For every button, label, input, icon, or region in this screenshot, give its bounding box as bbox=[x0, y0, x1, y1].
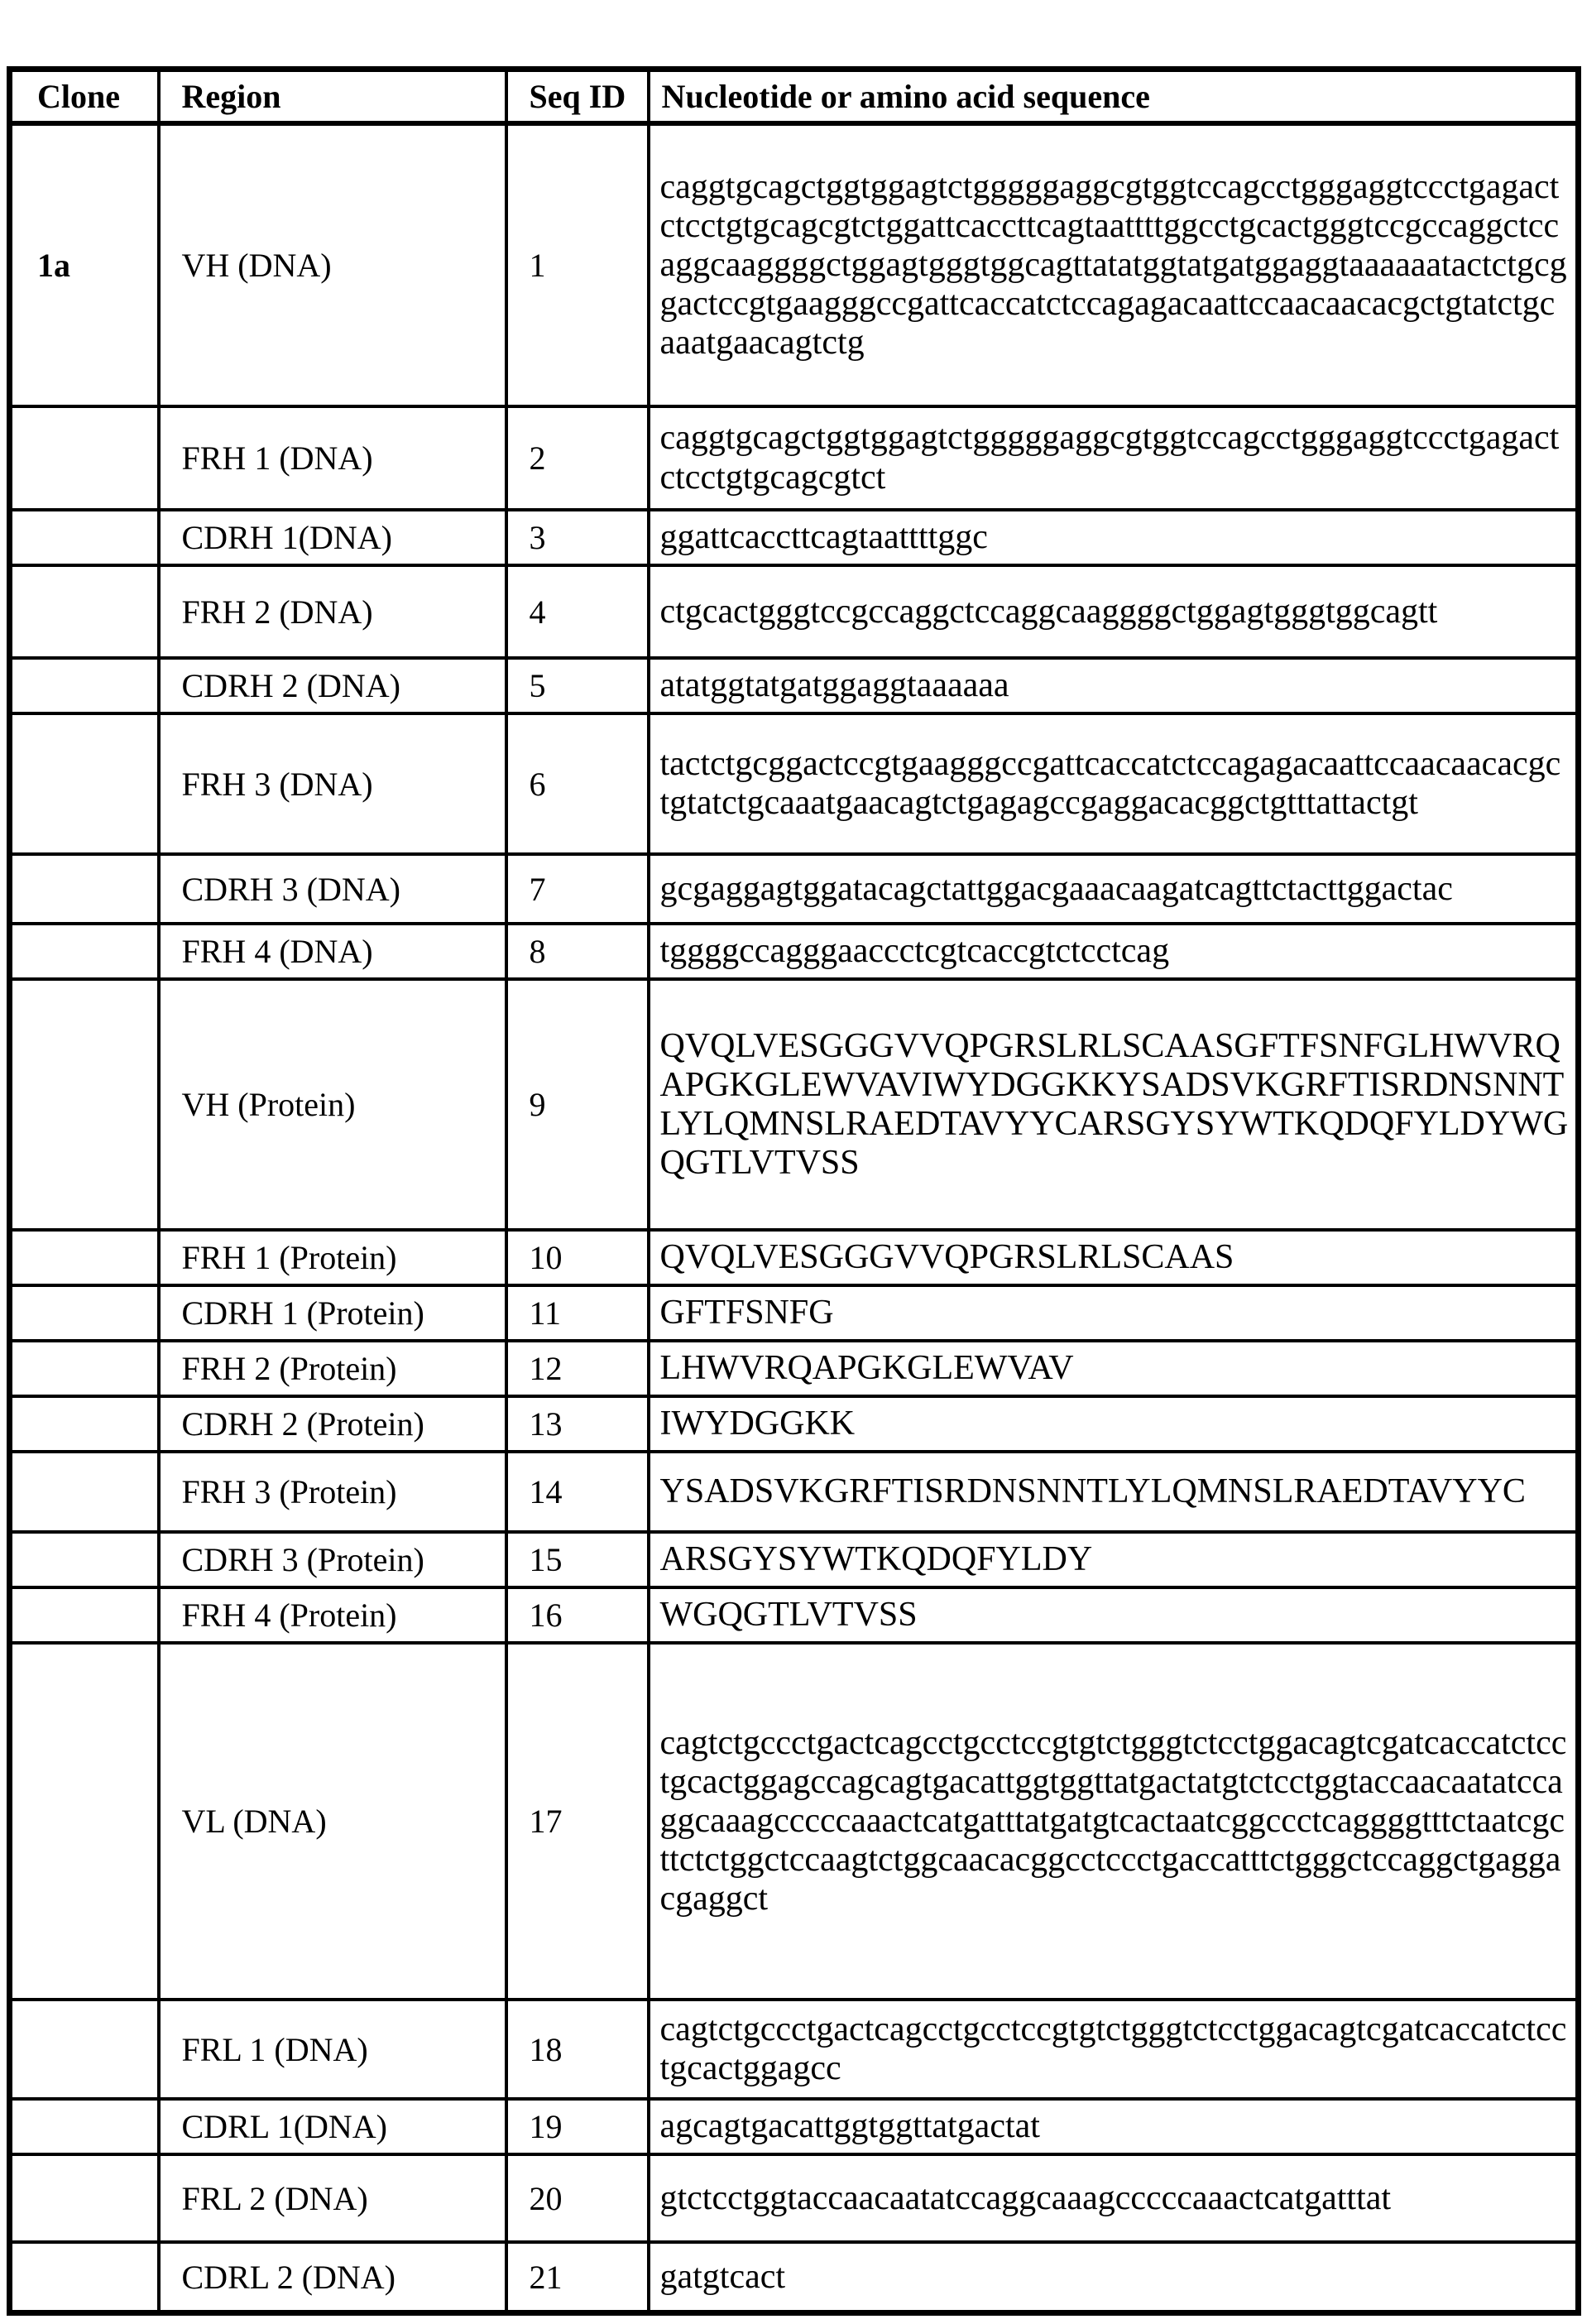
clone-cell bbox=[10, 1230, 159, 1285]
sequence-cell: ggattcaccttcagtaattttggc bbox=[649, 510, 1579, 565]
clone-cell bbox=[10, 1341, 159, 1396]
clone-cell bbox=[10, 1643, 159, 2000]
table-row bbox=[10, 510, 1579, 565]
table-row bbox=[10, 1587, 1579, 1643]
sequence-cell: YSADSVKGRFTISRDNSNNTLYLQMNSLRAEDTAVYYC bbox=[649, 1452, 1579, 1532]
sequence-cell: caggtgcagctggtggagtctgggggaggcgtggtccagcctgggaggtccctgagactctcctgtgcagcgtct bbox=[649, 406, 1579, 510]
region-cell: CDRH 1 (Protein) bbox=[159, 1285, 506, 1341]
seqid-cell: 18 bbox=[506, 2000, 649, 2099]
region-cell: FRH 1 (DNA) bbox=[159, 406, 506, 510]
region-cell: CDRL 2 (DNA) bbox=[159, 2242, 506, 2312]
sequence-cell: ctgcactgggtccgccaggctccaggcaaggggctggagtgggtggcagtt bbox=[649, 565, 1579, 658]
seqid-cell: 3 bbox=[506, 510, 649, 565]
clone-cell bbox=[10, 2154, 159, 2242]
col-header-seqid: Seq ID bbox=[506, 70, 649, 124]
seqid-cell: 20 bbox=[506, 2154, 649, 2242]
table-row bbox=[10, 713, 1579, 854]
col-header-sequence: Nucleotide or amino acid sequence bbox=[649, 70, 1579, 124]
sequence-cell: cagtctgccctgactcagcctgcctccgtgtctgggtctcctggacagtcgatcaccatctcctgcactggagccagcagtgacattggtggttatgactatgtctcctggtaccaacaatatccaggcaaagcccccaaactcatgatttatgatgtcactaatcggccctcaggggtttctaatcgcttctctggctccaagtctggcaacacggcctccctgaccatttctgggctccaggctgaggacgaggct bbox=[649, 1643, 1579, 2000]
seqid-cell: 10 bbox=[506, 1230, 649, 1285]
region-cell: CDRH 3 (Protein) bbox=[159, 1532, 506, 1587]
seqid-cell: 12 bbox=[506, 1341, 649, 1396]
table-row bbox=[10, 123, 1579, 406]
sequence-cell: gtctcctggtaccaacaatatccaggcaaagcccccaaactcatgatttat bbox=[649, 2154, 1579, 2242]
region-cell: CDRL 1(DNA) bbox=[159, 2099, 506, 2154]
clone-cell bbox=[10, 510, 159, 565]
seqid-cell: 1 bbox=[506, 123, 649, 406]
table-row bbox=[10, 1230, 1579, 1285]
region-cell: FRH 3 (DNA) bbox=[159, 713, 506, 854]
clone-cell bbox=[10, 924, 159, 979]
sequence-cell: caggtgcagctggtggagtctgggggaggcgtggtccagcctgggaggtccctgagactctcctgtgcagcgtctggattcaccttcagtaattttggcctgcactgggtccgccaggctccaggcaaggggctggagtgggtggcagttatatggtatgatggaggtaaaaaatactctgcggactccgtgaagggccgattcaccatctccagagacaattccaacaacacgctgtatctgcaaatgaacagtctg bbox=[649, 123, 1579, 406]
clone-cell bbox=[10, 979, 159, 1230]
clone-cell bbox=[10, 565, 159, 658]
seqid-cell: 21 bbox=[506, 2242, 649, 2312]
table-row bbox=[10, 1396, 1579, 1452]
table-row bbox=[10, 854, 1579, 924]
clone-cell bbox=[10, 1452, 159, 1532]
sequence-cell: IWYDGGKK bbox=[649, 1396, 1579, 1452]
seqid-cell: 11 bbox=[506, 1285, 649, 1341]
region-cell: VH (Protein) bbox=[159, 979, 506, 1230]
sequence-table bbox=[7, 66, 1581, 2316]
region-cell: VL (DNA) bbox=[159, 1643, 506, 2000]
table-row bbox=[10, 406, 1579, 510]
sequence-cell: cagtctgccctgactcagcctgcctccgtgtctgggtctcctggacagtcgatcaccatctcctgcactggagcc bbox=[649, 2000, 1579, 2099]
clone-cell bbox=[10, 1587, 159, 1643]
sequence-cell: QVQLVESGGGVVQPGRSLRLSCAASGFTFSNFGLHWVRQAPGKGLEWVAVIWYDGGKKYSADSVKGRFTISRDNSNNTLYLQMNSLRAEDTAVYYCARSGYSYWTKQDQFYLDYWGQGTLVTVSS bbox=[649, 979, 1579, 1230]
region-cell: FRH 2 (Protein) bbox=[159, 1341, 506, 1396]
region-cell: CDRH 2 (Protein) bbox=[159, 1396, 506, 1452]
col-header-region: Region bbox=[159, 70, 506, 124]
clone-cell bbox=[10, 1532, 159, 1587]
table-row bbox=[10, 1643, 1579, 2000]
table-row bbox=[10, 2099, 1579, 2154]
region-cell: VH (DNA) bbox=[159, 123, 506, 406]
table-row bbox=[10, 1341, 1579, 1396]
seqid-cell: 8 bbox=[506, 924, 649, 979]
region-cell: FRH 1 (Protein) bbox=[159, 1230, 506, 1285]
sequence-cell: tactctgcggactccgtgaagggccgattcaccatctccagagacaattccaacaacacgctgtatctgcaaatgaacagtctgagagccgaggacacggctgtttattactgt bbox=[649, 713, 1579, 854]
clone-cell bbox=[10, 2099, 159, 2154]
table-row bbox=[10, 924, 1579, 979]
clone-cell bbox=[10, 2000, 159, 2099]
table-row bbox=[10, 1452, 1579, 1532]
sequence-cell: atatggtatgatggaggtaaaaaa bbox=[649, 658, 1579, 713]
seqid-cell: 19 bbox=[506, 2099, 649, 2154]
sequence-cell: WGQGTLVTVSS bbox=[649, 1587, 1579, 1643]
sequence-cell: GFTFSNFG bbox=[649, 1285, 1579, 1341]
sequence-cell: QVQLVESGGGVVQPGRSLRLSCAAS bbox=[649, 1230, 1579, 1285]
sequence-cell: tggggccagggaaccctcgtcaccgtctcctcag bbox=[649, 924, 1579, 979]
seqid-cell: 13 bbox=[506, 1396, 649, 1452]
seqid-cell: 15 bbox=[506, 1532, 649, 1587]
region-cell: FRH 4 (DNA) bbox=[159, 924, 506, 979]
region-cell: FRH 2 (DNA) bbox=[159, 565, 506, 658]
region-cell: CDRH 3 (DNA) bbox=[159, 854, 506, 924]
region-cell: FRH 3 (Protein) bbox=[159, 1452, 506, 1532]
seqid-cell: 9 bbox=[506, 979, 649, 1230]
sequence-cell: agcagtgacattggtggttatgactat bbox=[649, 2099, 1579, 2154]
clone-cell bbox=[10, 1285, 159, 1341]
sequence-cell: ARSGYSYWTKQDQFYLDY bbox=[649, 1532, 1579, 1587]
clone-cell bbox=[10, 2242, 159, 2312]
seqid-cell: 14 bbox=[506, 1452, 649, 1532]
table-row bbox=[10, 658, 1579, 713]
seqid-cell: 7 bbox=[506, 854, 649, 924]
col-header-clone: Clone bbox=[10, 70, 159, 124]
sequence-cell: gatgtcact bbox=[649, 2242, 1579, 2312]
clone-cell bbox=[10, 406, 159, 510]
clone-cell bbox=[10, 713, 159, 854]
table-row bbox=[10, 565, 1579, 658]
table-row bbox=[10, 2242, 1579, 2312]
clone-cell: 1a bbox=[10, 123, 159, 406]
seqid-cell: 5 bbox=[506, 658, 649, 713]
table-row bbox=[10, 1532, 1579, 1587]
region-cell: CDRH 2 (DNA) bbox=[159, 658, 506, 713]
region-cell: CDRH 1(DNA) bbox=[159, 510, 506, 565]
clone-cell bbox=[10, 658, 159, 713]
clone-cell bbox=[10, 1396, 159, 1452]
table-row bbox=[10, 2000, 1579, 2099]
table-row bbox=[10, 2154, 1579, 2242]
region-cell: FRL 1 (DNA) bbox=[159, 2000, 506, 2099]
sequence-cell: LHWVRQAPGKGLEWVAV bbox=[649, 1341, 1579, 1396]
seqid-cell: 2 bbox=[506, 406, 649, 510]
table-row bbox=[10, 1285, 1579, 1341]
clone-cell bbox=[10, 854, 159, 924]
sequence-cell: gcgaggagtggatacagctattggacgaaacaagatcagttctacttggactac bbox=[649, 854, 1579, 924]
seqid-cell: 17 bbox=[506, 1643, 649, 2000]
table-row bbox=[10, 979, 1579, 1230]
seqid-cell: 16 bbox=[506, 1587, 649, 1643]
header-row bbox=[10, 70, 1579, 124]
region-cell: FRH 4 (Protein) bbox=[159, 1587, 506, 1643]
seqid-cell: 6 bbox=[506, 713, 649, 854]
region-cell: FRL 2 (DNA) bbox=[159, 2154, 506, 2242]
seqid-cell: 4 bbox=[506, 565, 649, 658]
